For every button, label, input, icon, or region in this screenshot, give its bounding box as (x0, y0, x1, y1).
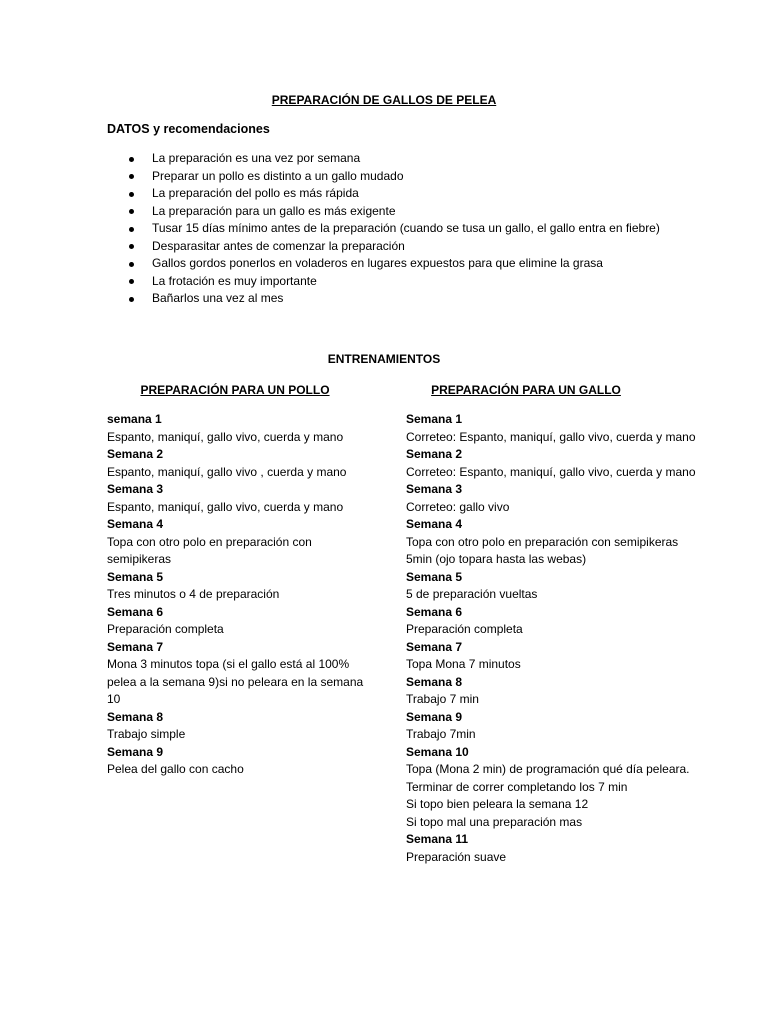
week-note: Si topo mal una preparación mas (406, 814, 583, 829)
week-text: Preparación completa (406, 622, 523, 636)
gallo-heading: PREPARACIÓN PARA UN GALLO (431, 383, 621, 397)
week-text: Correteo: gallo vivo (406, 499, 510, 514)
week-text: Espanto, maniquí, gallo vivo , cuerda y mano (107, 464, 347, 479)
list-item: Preparar un pollo es distinto a un gallo mudado (0, 168, 672, 186)
week-text: Correteo: Espanto, maniquí, gallo vivo, cuerda y mano (406, 429, 696, 444)
week-label: Semana 2 (406, 447, 463, 461)
list-item: Bañarlos una vez al mes (0, 290, 672, 308)
week-text: Trabajo 7 min (406, 692, 479, 706)
week-text: Espanto, maniquí, gallo vivo, cuerda y mano (107, 429, 344, 444)
week-label: Semana 5 (107, 569, 164, 584)
week-text: Topa (Mona 2 min) de programación qué día peleara. Terminar de correr completando los 7 min (406, 762, 690, 794)
week-text: Preparación completa (107, 622, 224, 636)
week-label: Semana 4 (406, 517, 463, 531)
week-note: Si topo bien peleara la semana 12 (406, 797, 589, 811)
week-label: Semana 2 (107, 447, 164, 461)
week-label: Semana 8 (107, 709, 164, 724)
week-label: Semana 3 (107, 482, 164, 496)
week-label: Semana 1 (406, 412, 463, 426)
week-label: Semana 4 (107, 517, 164, 531)
week-label: semana 1 (107, 412, 162, 426)
list-item: La preparación para un gallo es más exigente (0, 203, 672, 221)
list-item: La preparación es una vez por semana (0, 150, 672, 168)
week-text: Preparación suave (406, 849, 507, 864)
week-text: Mona 3 minutos topa (si el gallo está al 100% pelea a la semana 9)si no peleara en la semana 10 (107, 657, 364, 706)
week-text: Trabajo simple (107, 727, 186, 741)
list-item: La frotación es muy importante (0, 273, 672, 291)
week-text: Correteo: Espanto, maniquí, gallo vivo, cuerda y mano (406, 464, 696, 479)
week-label: Semana 6 (107, 604, 164, 619)
week-label: Semana 7 (406, 639, 463, 654)
week-text: Topa con otro polo en preparación con semipikeras 5min (ojo topara hasta las webas) (406, 534, 679, 566)
recommendations-list (0, 150, 672, 308)
week-label: Semana 5 (406, 569, 463, 584)
list-item: Gallos gordos ponerlos en voladeros en lugares expuestos para que elimine la grasa (0, 255, 672, 273)
week-label: Semana 8 (406, 674, 463, 689)
week-text: Espanto, maniquí, gallo vivo, cuerda y mano (107, 499, 344, 514)
pollo-column (107, 411, 369, 779)
document-title: PREPARACIÓN DE GALLOS DE PELEA (271, 93, 497, 107)
week-label: Semana 10 (406, 744, 469, 759)
week-label: Semana 9 (406, 709, 463, 724)
document-subtitle: DATOS y recomendaciones (107, 122, 270, 136)
list-item: La preparación del pollo es más rápida (0, 185, 672, 203)
week-label: Semana 3 (406, 482, 463, 496)
week-label: Semana 11 (406, 832, 469, 846)
week-label: Semana 9 (107, 744, 164, 759)
week-label: Semana 6 (406, 604, 463, 619)
pollo-heading: PREPARACIÓN PARA UN POLLO (140, 383, 330, 397)
week-text: Trabajo 7min (406, 727, 476, 741)
week-text: Pelea del gallo con cacho (107, 762, 244, 776)
list-item: Tusar 15 días mínimo antes de la preparación (cuando se tusa un gallo, el gallo entra en fiebre) (0, 220, 672, 238)
week-text: Topa Mona 7 minutos (406, 657, 521, 671)
gallo-column (406, 411, 696, 866)
list-item: Desparasitar antes de comenzar la preparación (0, 238, 672, 256)
week-text: Tres minutos o 4 de preparación (107, 587, 280, 601)
week-text: Topa con otro polo en preparación con semipikeras (107, 534, 312, 566)
section-title: ENTRENAMIENTOS (327, 352, 441, 366)
week-text: 5 de preparación vueltas (406, 587, 538, 601)
week-label: Semana 7 (107, 639, 164, 654)
